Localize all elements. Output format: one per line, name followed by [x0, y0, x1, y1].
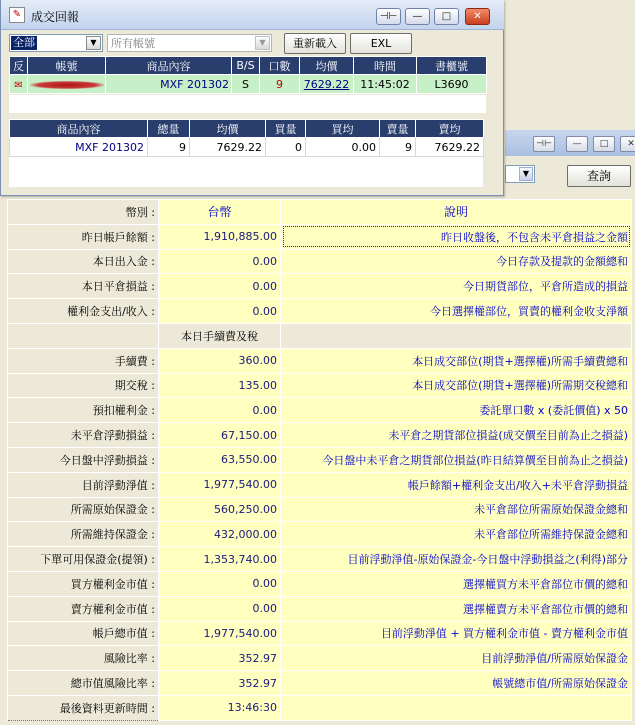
stats-cell-sell-avg: 7629.22: [416, 138, 484, 157]
fill-cell-product: MXF 201302: [106, 75, 232, 94]
fill-cell-qty: 9: [260, 75, 300, 94]
summary-value: 1,977,540.00: [159, 621, 281, 646]
restore-icon[interactable]: ⊣⊢: [376, 8, 401, 25]
trade-report-titlebar[interactable]: [1, 0, 504, 30]
close-icon[interactable]: ✕: [620, 136, 635, 152]
summary-label: 預扣權利金 :: [8, 398, 159, 423]
fills-column-header[interactable]: 書櫃號: [417, 57, 487, 75]
summary-row: [8, 224, 632, 249]
summary-value: 352.97: [159, 671, 281, 696]
summary-description: 選擇權買方未平倉部位市價的總和: [281, 571, 632, 596]
stats-cell-avg: 7629.22: [190, 138, 266, 157]
summary-value: 0.00: [159, 596, 281, 621]
summary-value: 1,910,885.00: [159, 224, 281, 249]
summary-value: 63,550.00: [159, 447, 281, 472]
stats-cell-product: MXF 201302: [10, 138, 148, 157]
section-spacer: [8, 323, 159, 348]
summary-description: 帳戶餘額+權利金支出/收入+未平倉浮動損益: [281, 472, 632, 497]
summary-value: 432,000.00: [159, 522, 281, 547]
summary-row: [8, 274, 632, 299]
summary-value: 1,977,540.00: [159, 472, 281, 497]
chevron-down-icon[interactable]: ▼: [519, 167, 533, 181]
summary-row: [8, 621, 632, 646]
summary-description: 帳號總市值/所需原始保證金: [281, 671, 632, 696]
summary-description: 今日存款及提款的金額總和: [281, 249, 632, 274]
summary-value: 0.00: [159, 299, 281, 324]
summary-label: 手續費 :: [8, 348, 159, 373]
summary-label: 本日平倉損益 :: [8, 274, 159, 299]
currency-label: 幣別 :: [8, 200, 159, 225]
stats-cell-total: 9: [148, 138, 190, 157]
summary-description: 昨日收盤後，不包含未平倉損益之金額: [281, 224, 632, 249]
summary-value: 360.00: [159, 348, 281, 373]
fill-cell-avg-price: 7629.22: [300, 75, 354, 94]
fills-column-header[interactable]: 反: [10, 57, 28, 75]
summary-row: [8, 695, 632, 720]
summary-description: 今日選擇權部位，買賣的權利金收支淨額: [281, 299, 632, 324]
summary-row: [8, 373, 632, 398]
envelope-icon: ✉: [14, 79, 23, 91]
stats-row[interactable]: [10, 138, 484, 157]
summary-description: 目前浮動淨值/所需原始保證金: [281, 646, 632, 671]
redaction-mark: [30, 81, 104, 89]
chevron-down-icon[interactable]: ▼: [86, 36, 101, 50]
summary-label: 未平倉浮動損益 :: [8, 423, 159, 448]
summary-description: 選擇權賣方未平倉部位市價的總和: [281, 596, 632, 621]
summary-row: [8, 348, 632, 373]
fills-table: [9, 56, 487, 94]
summary-value: 0.00: [159, 571, 281, 596]
fills-column-header[interactable]: 口數: [260, 57, 300, 75]
summary-value: 13:46:30: [159, 695, 281, 720]
restore-icon[interactable]: ⊣⊢: [533, 136, 555, 152]
stats-column-header[interactable]: 買均: [306, 120, 380, 138]
stats-cell-buy-avg: 0.00: [306, 138, 380, 157]
summary-label: 權利金支出/收入 :: [8, 299, 159, 324]
query-button[interactable]: 查詢: [567, 165, 631, 187]
summary-description: 未平倉之期貨部位損益(成交價至目前為止之損益): [281, 423, 632, 448]
summary-row: [8, 447, 632, 472]
fill-cell-side: S: [232, 75, 260, 94]
section-spacer: [281, 323, 632, 348]
summary-value: 0.00: [159, 274, 281, 299]
minimize-button[interactable]: —: [405, 8, 430, 25]
summary-row: [8, 423, 632, 448]
fees-section-row: [8, 323, 632, 348]
summary-description: 本日成交部位(期貨+選擇權)所需期交稅總和: [281, 373, 632, 398]
currency-value: 台幣: [159, 200, 281, 225]
summary-label: 所需原始保證金 :: [8, 497, 159, 522]
fill-cell-time: 11:45:02: [354, 75, 417, 94]
summary-row: [8, 497, 632, 522]
summary-row: [8, 522, 632, 547]
summary-value: 0.00: [159, 249, 281, 274]
summary-description: 目前浮動淨值-原始保證金-今日盤中浮動損益之(利得)部分: [281, 547, 632, 572]
summary-label: 帳戶總市值 :: [8, 621, 159, 646]
account-summary-table: [7, 199, 632, 721]
summary-value: 0.00: [159, 398, 281, 423]
summary-value: 1,353,740.00: [159, 547, 281, 572]
summary-label: 所需維持保證金 :: [8, 522, 159, 547]
stats-column-header[interactable]: 商品內容: [10, 120, 148, 138]
summary-description: 未平倉部位所需維持保證金總和: [281, 522, 632, 547]
stats-cell-buy-qty: 0: [266, 138, 306, 157]
stats-cell-sell-qty: 9: [380, 138, 416, 157]
summary-value: 67,150.00: [159, 423, 281, 448]
summary-label: 下單可用保證金(提領) :: [8, 547, 159, 572]
stats-column-header[interactable]: 均價: [190, 120, 266, 138]
summary-row: [8, 547, 632, 572]
fills-column-header[interactable]: 商品內容: [106, 57, 232, 75]
summary-label: 目前浮動淨值 :: [8, 472, 159, 497]
fill-row[interactable]: [10, 75, 487, 94]
fills-column-header[interactable]: B/S: [232, 57, 260, 75]
summary-header-row: [8, 200, 632, 225]
summary-row: [8, 249, 632, 274]
summary-row: [8, 299, 632, 324]
reload-button[interactable]: 重新載入: [284, 33, 346, 54]
filter-select[interactable]: [9, 34, 103, 52]
summary-description: 委託單口數 x (委託價值) x 50: [281, 398, 632, 423]
summary-row: [8, 571, 632, 596]
chevron-down-icon[interactable]: ▼: [255, 36, 270, 50]
summary-row: [8, 398, 632, 423]
summary-row: [8, 671, 632, 696]
fills-table-empty-area: [9, 95, 486, 113]
stats-column-header[interactable]: 總量: [148, 120, 190, 138]
export-excel-button[interactable]: EXL: [350, 33, 412, 54]
summary-label: 今日盤中浮動損益 :: [8, 447, 159, 472]
minimize-icon[interactable]: —: [566, 136, 588, 152]
account-select[interactable]: [107, 34, 272, 52]
summary-label: 總市值風險比率 :: [8, 671, 159, 696]
summary-description: 目前浮動淨值 + 買方權利金市值 - 賣方權利金市值: [281, 621, 632, 646]
summary-description: [281, 695, 632, 720]
fills-column-header[interactable]: 帳號: [28, 57, 106, 75]
fees-section-title: 本日手續費及稅: [159, 323, 281, 348]
maximize-icon[interactable]: □: [593, 136, 615, 152]
summary-label: 最後資料更新時間 :: [8, 695, 159, 720]
app-icon: ✎: [9, 7, 25, 23]
summary-description: 未平倉部位所需原始保證金總和: [281, 497, 632, 522]
account-cell-redacted: [28, 75, 106, 94]
summary-row: [8, 646, 632, 671]
reverse-flag-cell[interactable]: [10, 75, 28, 94]
description-header: 說明: [281, 200, 632, 225]
summary-label: 期交稅 :: [8, 373, 159, 398]
summary-description: 今日盤中未平倉之期貨部位損益(昨日結算價至目前為止之損益): [281, 447, 632, 472]
summary-description: 本日成交部位(期貨+選擇權)所需手續費總和: [281, 348, 632, 373]
back-account-select[interactable]: [505, 165, 535, 183]
stats-column-header[interactable]: 買量: [266, 120, 306, 138]
maximize-button[interactable]: □: [434, 8, 459, 25]
stats-column-header[interactable]: 賣均: [416, 120, 484, 138]
summary-row: [8, 472, 632, 497]
summary-label: 買方權利金市值 :: [8, 571, 159, 596]
summary-value: 135.00: [159, 373, 281, 398]
summary-label: 風險比率 :: [8, 646, 159, 671]
fill-statistics-table: [9, 119, 484, 157]
statistics-table-empty-area: [9, 157, 483, 187]
summary-description: 今日期貨部位，平倉所造成的損益: [281, 274, 632, 299]
summary-row: [8, 596, 632, 621]
fills-column-header[interactable]: 均價: [300, 57, 354, 75]
fills-column-header[interactable]: 時間: [354, 57, 417, 75]
summary-label: 賣方權利金市值 :: [8, 596, 159, 621]
account-select-placeholder: 所有帳號: [111, 37, 155, 50]
summary-label: 昨日帳戶餘額 :: [8, 224, 159, 249]
summary-value: 560,250.00: [159, 497, 281, 522]
filter-selected-value: 全部: [13, 36, 35, 49]
stats-column-header[interactable]: 賣量: [380, 120, 416, 138]
summary-label: 本日出入金 :: [8, 249, 159, 274]
summary-value: 352.97: [159, 646, 281, 671]
window-title: 成交回報: [31, 10, 80, 24]
trade-report-window: [0, 0, 504, 196]
fill-cell-order-no: L3690: [417, 75, 487, 94]
close-button[interactable]: ✕: [465, 8, 490, 25]
